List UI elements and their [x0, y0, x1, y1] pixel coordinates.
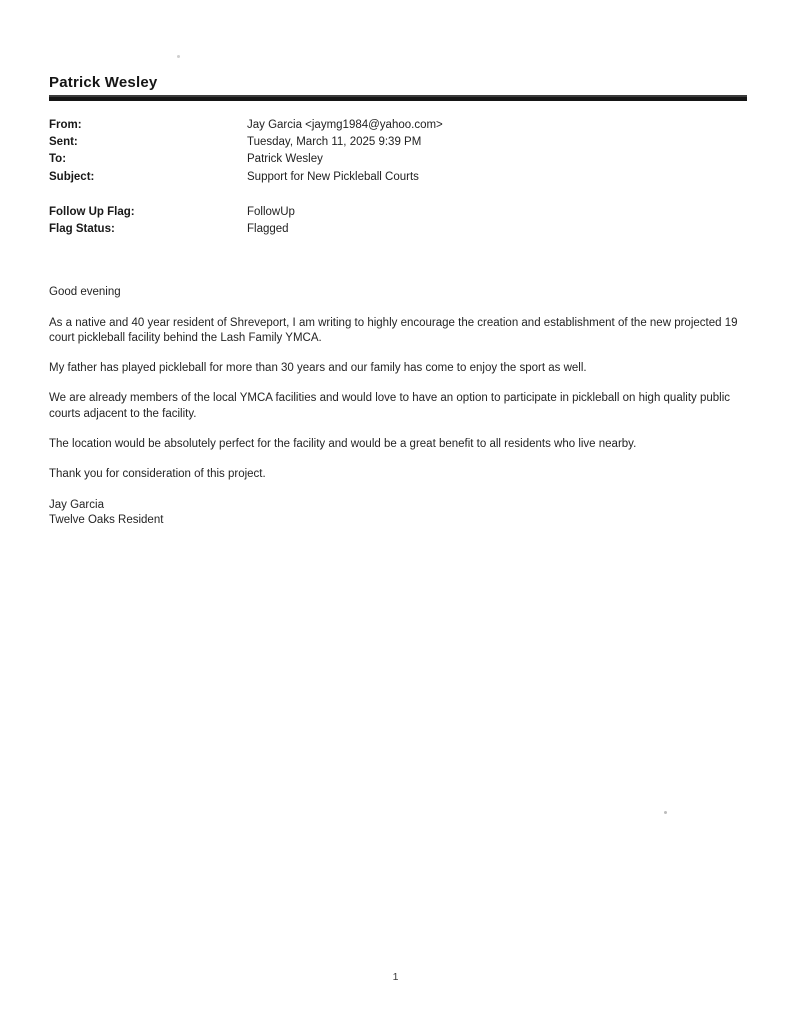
greeting-line: Good evening: [49, 286, 121, 299]
body-paragraph-3: We are already members of the local YMCA facilities and would love to have an option to participate in pickleball on high quality public courts adjacent to the facility.: [49, 392, 731, 420]
meta-spacer: [49, 186, 749, 204]
header-rule: [49, 95, 747, 101]
scan-artifact-speck: [664, 811, 667, 814]
meta-label-to: To:: [49, 153, 67, 166]
signature-name: Jay Garcia: [49, 498, 104, 511]
meta-row-follow-up-flag: [49, 204, 749, 221]
meta-value-to: Patrick Wesley: [247, 153, 323, 166]
meta-row-from: [49, 117, 749, 134]
body-paragraph-4: The location would be absolutely perfect for the facility and would be a great benefit to all residents who live nearby.: [49, 438, 637, 450]
recipient-header: Patrick Wesley: [49, 74, 158, 91]
body-paragraph-2: My father has played pickleball for more than 30 years and our family has come to enjoy the sport as well.: [49, 362, 587, 375]
meta-label-from: From:: [49, 119, 82, 131]
meta-label-flag-status: Flag Status:: [49, 223, 115, 236]
body-paragraph-thanks: Thank you for consideration of this project.: [49, 468, 266, 481]
meta-value-sent: Tuesday, March 11, 2025 9:39 PM: [247, 136, 422, 149]
scan-artifact-speck: [177, 55, 180, 58]
meta-row-subject: [49, 169, 749, 186]
meta-value-flag-status: Flagged: [247, 223, 289, 236]
meta-label-sent: Sent:: [49, 136, 78, 149]
meta-value-subject: Support for New Pickleball Courts: [247, 170, 419, 183]
meta-row-flag-status: [49, 221, 749, 238]
meta-label-follow-up-flag: Follow Up Flag:: [49, 205, 135, 218]
meta-value-follow-up-flag: FollowUp: [247, 205, 295, 218]
signature-title: Twelve Oaks Resident: [49, 513, 164, 526]
email-body: [49, 285, 749, 528]
meta-label-subject: Subject:: [49, 170, 95, 183]
page-number: 1: [392, 971, 399, 983]
page-content: [49, 74, 749, 528]
email-metadata-block: [49, 117, 749, 238]
meta-row-sent: [49, 134, 749, 151]
meta-row-to: [49, 151, 749, 168]
meta-value-from: Jay Garcia <jaymg1984@yahoo.com>: [247, 119, 443, 131]
body-paragraph-1: As a native and 40 year resident of Shreveport, I am writing to highly encourage the creation and establishment of the new projected 19 court pickleball facility behind the Lash Family YMCA.: [49, 316, 738, 344]
